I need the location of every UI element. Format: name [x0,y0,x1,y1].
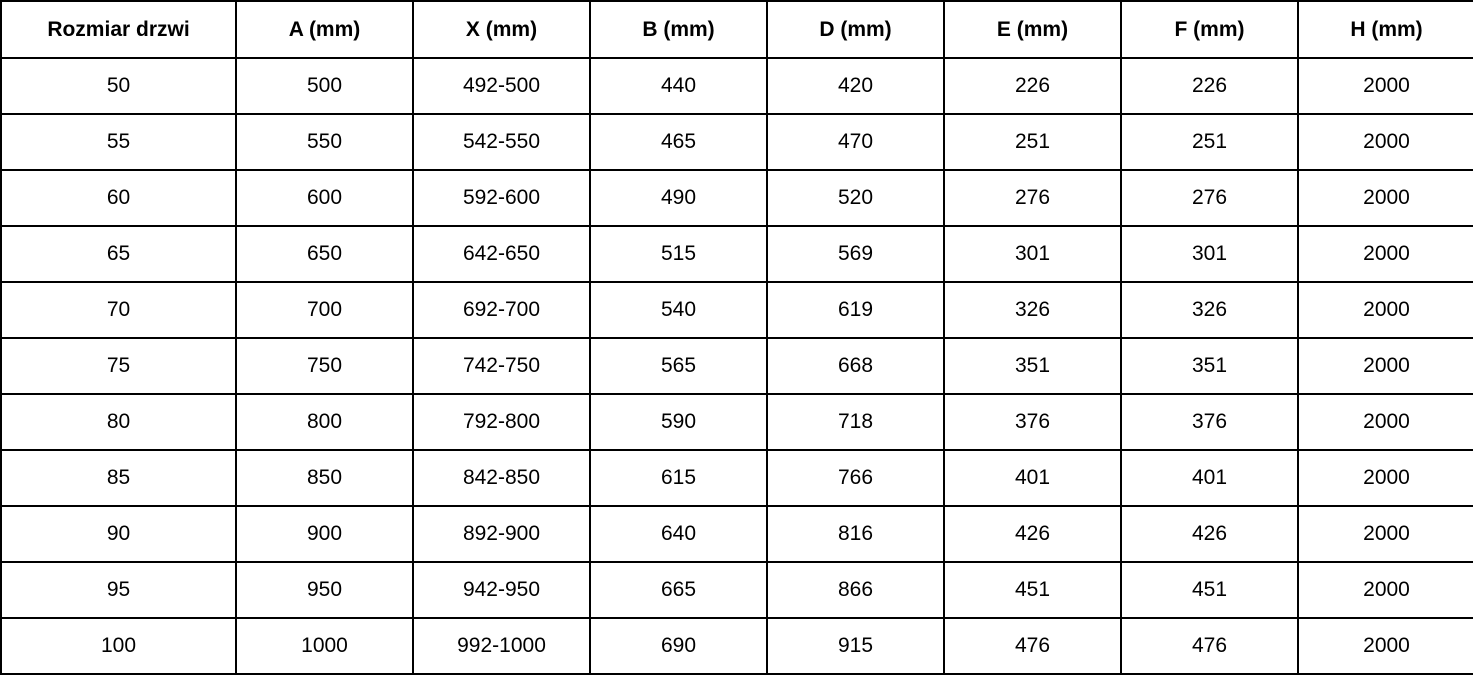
cell-x: 892-900 [413,506,590,562]
cell-d: 816 [767,506,944,562]
cell-x: 692-700 [413,282,590,338]
cell-h: 2000 [1298,618,1473,674]
cell-size: 50 [1,58,236,114]
cell-size: 90 [1,506,236,562]
cell-e: 426 [944,506,1121,562]
cell-a: 650 [236,226,413,282]
cell-h: 2000 [1298,450,1473,506]
cell-d: 866 [767,562,944,618]
cell-a: 600 [236,170,413,226]
cell-b: 540 [590,282,767,338]
cell-x: 742-750 [413,338,590,394]
cell-b: 465 [590,114,767,170]
cell-size: 75 [1,338,236,394]
cell-f: 301 [1121,226,1298,282]
column-header-e-mm: E (mm) [944,1,1121,58]
cell-size: 55 [1,114,236,170]
table-row-size-55 [1,114,1473,170]
column-header-a-mm: A (mm) [236,1,413,58]
cell-a: 750 [236,338,413,394]
cell-h: 2000 [1298,394,1473,450]
cell-size: 100 [1,618,236,674]
cell-x: 792-800 [413,394,590,450]
cell-a: 900 [236,506,413,562]
cell-h: 2000 [1298,226,1473,282]
cell-size: 60 [1,170,236,226]
cell-x: 942-950 [413,562,590,618]
column-header-f-mm: F (mm) [1121,1,1298,58]
cell-e: 251 [944,114,1121,170]
column-header-d-mm: D (mm) [767,1,944,58]
cell-h: 2000 [1298,170,1473,226]
cell-a: 950 [236,562,413,618]
cell-size: 85 [1,450,236,506]
cell-f: 326 [1121,282,1298,338]
table-row-size-60 [1,170,1473,226]
cell-size: 70 [1,282,236,338]
cell-h: 2000 [1298,282,1473,338]
cell-d: 619 [767,282,944,338]
cell-e: 376 [944,394,1121,450]
cell-size: 95 [1,562,236,618]
cell-b: 665 [590,562,767,618]
cell-a: 850 [236,450,413,506]
cell-x: 592-600 [413,170,590,226]
cell-e: 276 [944,170,1121,226]
cell-h: 2000 [1298,562,1473,618]
table-row-size-70 [1,282,1473,338]
column-header-x-mm: X (mm) [413,1,590,58]
cell-d: 470 [767,114,944,170]
cell-a: 800 [236,394,413,450]
column-header-h-mm: H (mm) [1298,1,1473,58]
cell-b: 565 [590,338,767,394]
cell-h: 2000 [1298,338,1473,394]
cell-h: 2000 [1298,506,1473,562]
cell-x: 992-1000 [413,618,590,674]
table-row-size-80 [1,394,1473,450]
table-row-size-50 [1,58,1473,114]
cell-a: 550 [236,114,413,170]
cell-f: 401 [1121,450,1298,506]
cell-e: 476 [944,618,1121,674]
cell-e: 301 [944,226,1121,282]
header-row [1,1,1473,58]
cell-d: 668 [767,338,944,394]
table-row-size-90 [1,506,1473,562]
cell-size: 80 [1,394,236,450]
cell-d: 718 [767,394,944,450]
cell-e: 451 [944,562,1121,618]
cell-d: 420 [767,58,944,114]
cell-x: 842-850 [413,450,590,506]
table-row-size-65 [1,226,1473,282]
cell-x: 642-650 [413,226,590,282]
cell-f: 376 [1121,394,1298,450]
cell-b: 490 [590,170,767,226]
column-header-rozmiar-drzwi: Rozmiar drzwi [1,1,236,58]
cell-b: 615 [590,450,767,506]
cell-x: 542-550 [413,114,590,170]
table-row-size-75 [1,338,1473,394]
cell-e: 351 [944,338,1121,394]
table-row-size-100 [1,618,1473,674]
cell-f: 426 [1121,506,1298,562]
cell-f: 276 [1121,170,1298,226]
cell-d: 915 [767,618,944,674]
column-header-b-mm: B (mm) [590,1,767,58]
cell-size: 65 [1,226,236,282]
cell-h: 2000 [1298,114,1473,170]
cell-f: 226 [1121,58,1298,114]
cell-f: 251 [1121,114,1298,170]
cell-f: 351 [1121,338,1298,394]
cell-f: 476 [1121,618,1298,674]
cell-e: 401 [944,450,1121,506]
cell-x: 492-500 [413,58,590,114]
cell-b: 440 [590,58,767,114]
cell-b: 590 [590,394,767,450]
cell-a: 1000 [236,618,413,674]
cell-d: 569 [767,226,944,282]
cell-d: 520 [767,170,944,226]
cell-e: 326 [944,282,1121,338]
cell-d: 766 [767,450,944,506]
cell-h: 2000 [1298,58,1473,114]
table-row-size-85 [1,450,1473,506]
cell-f: 451 [1121,562,1298,618]
table-row-size-95 [1,562,1473,618]
cell-a: 700 [236,282,413,338]
cell-e: 226 [944,58,1121,114]
cell-b: 690 [590,618,767,674]
cell-a: 500 [236,58,413,114]
cell-b: 640 [590,506,767,562]
cell-b: 515 [590,226,767,282]
